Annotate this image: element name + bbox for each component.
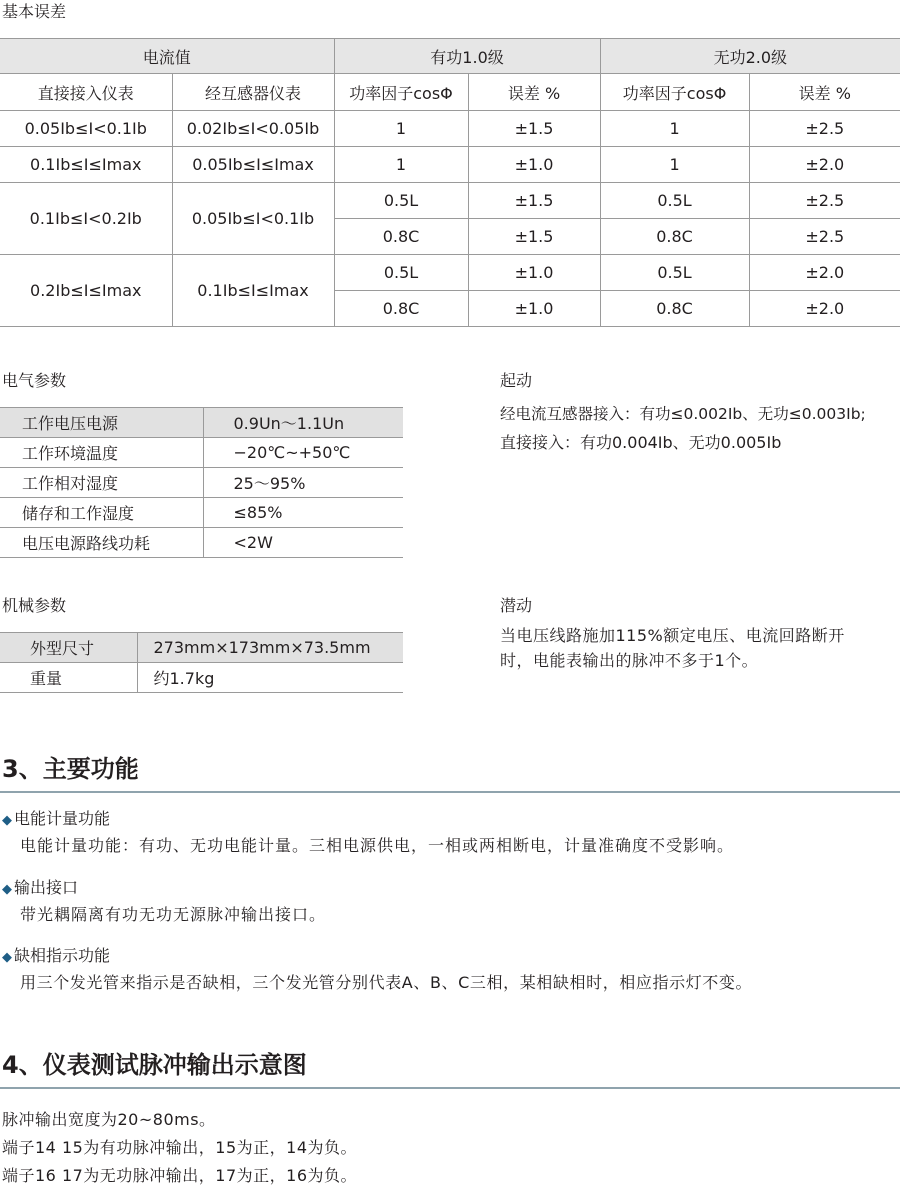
feature-heading: [2, 946, 110, 968]
error-reactive-header: 误差 %: [749, 74, 900, 111]
reactive-class-header: 无功2.0级: [600, 39, 900, 74]
param-value: −20℃~+50℃: [203, 438, 403, 468]
pulse-line: 端子14 15为有功脉冲输出，15为正，14为负。: [2, 1138, 358, 1157]
error-reactive: ±2.5: [749, 183, 900, 219]
section-3-title: 3、主要功能: [2, 755, 139, 783]
param-row: [0, 498, 403, 528]
direct-meter-header: 直接接入仪表: [0, 74, 172, 111]
electrical-params-title: 电气参数: [2, 371, 67, 390]
startup-line-2: 直接接入：有功0.004Ib、无功0.005Ib: [500, 433, 782, 452]
feature-heading-text: 电能计量功能: [14, 809, 111, 828]
startup-line-1: 经电流互感器接入：有功≤0.002Ib、无功≤0.003Ib;: [500, 405, 866, 423]
transformer-range: 0.05Ib≤I<0.1Ib: [172, 183, 334, 255]
diamond-bullet-icon: ◆: [2, 950, 12, 965]
param-key: 电压电源路线功耗: [0, 528, 203, 558]
table-row: [0, 183, 900, 219]
feature-body: 用三个发光管来指示是否缺相，三个发光管分别代表A、B、C三相，某相缺相时，相应指示灯不变。: [20, 973, 753, 992]
transformer-meter-header: 经互感器仪表: [172, 74, 334, 111]
error-reactive: ±2.0: [749, 291, 900, 327]
param-key: 工作相对湿度: [0, 468, 203, 498]
error-reactive: ±2.0: [749, 147, 900, 183]
mechanical-params-table: [0, 632, 403, 693]
transformer-range: 0.1Ib≤I≤Imax: [172, 255, 334, 327]
pf-reactive-header: 功率因子cosΦ: [600, 74, 749, 111]
feature-body: 电能计量功能：有功、无功电能计量。三相电源供电，一相或两相断电，计量准确度不受影响。: [20, 836, 735, 855]
pf-reactive: 1: [600, 111, 749, 147]
error-active: ±1.0: [468, 147, 600, 183]
pf-active: 0.5L: [334, 255, 468, 291]
table-row: [0, 111, 900, 147]
section-3-divider: [0, 791, 900, 793]
param-row: [0, 633, 403, 663]
mechanical-params-title: 机械参数: [2, 596, 67, 615]
creep-title: 潜动: [500, 596, 533, 615]
table-row: [0, 147, 900, 183]
param-row: [0, 438, 403, 468]
feature-heading: [2, 878, 78, 900]
error-active: ±1.5: [468, 111, 600, 147]
error-reactive: ±2.0: [749, 255, 900, 291]
param-value: 0.9Un～1.1Un: [203, 408, 403, 438]
pf-active: 0.8C: [334, 291, 468, 327]
param-row: [0, 528, 403, 558]
param-row: [0, 468, 403, 498]
param-key: 重量: [0, 663, 137, 693]
transformer-range: 0.02Ib≤I<0.05Ib: [172, 111, 334, 147]
error-active-header: 误差 %: [468, 74, 600, 111]
pf-active: 0.5L: [334, 183, 468, 219]
error-reactive: ±2.5: [749, 111, 900, 147]
error-active: ±1.5: [468, 183, 600, 219]
electrical-params-table: [0, 407, 403, 558]
feature-body: 带光耦隔离有功无功无源脉冲输出接口。: [20, 905, 327, 924]
creep-line-2: 时，电能表输出的脉冲不多于1个。: [500, 651, 759, 670]
active-class-header: 有功1.0级: [334, 39, 600, 74]
current-value-header: 电流值: [0, 39, 334, 74]
feature-heading-text: 缺相指示功能: [14, 946, 111, 965]
pulse-line: 端子16 17为无功脉冲输出，17为正，16为负。: [2, 1166, 358, 1185]
direct-range: 0.2Ib≤I≤Imax: [0, 255, 172, 327]
feature-heading: [2, 809, 110, 831]
param-value: 273mm×173mm×73.5mm: [137, 633, 403, 663]
section-4-divider: [0, 1087, 900, 1089]
param-row: [0, 408, 403, 438]
pf-active: 0.8C: [334, 219, 468, 255]
pf-reactive: 0.8C: [600, 291, 749, 327]
error-active: ±1.0: [468, 255, 600, 291]
param-value: <2W: [203, 528, 403, 558]
param-key: 工作电压电源: [0, 408, 203, 438]
basic-error-title: 基本误差: [2, 2, 67, 21]
param-key: 储存和工作湿度: [0, 498, 203, 528]
pf-active: 1: [334, 111, 468, 147]
pf-active: 1: [334, 147, 468, 183]
pf-reactive: 0.5L: [600, 183, 749, 219]
direct-range: 0.1Ib≤I<0.2Ib: [0, 183, 172, 255]
transformer-range: 0.05Ib≤I≤Imax: [172, 147, 334, 183]
pulse-line: 脉冲输出宽度为20~80ms。: [2, 1110, 216, 1129]
param-value: 25～95%: [203, 468, 403, 498]
table-row: [0, 255, 900, 291]
direct-range: 0.1Ib≤I≤Imax: [0, 147, 172, 183]
error-active: ±1.0: [468, 291, 600, 327]
pf-reactive: 0.8C: [600, 219, 749, 255]
error-reactive: ±2.5: [749, 219, 900, 255]
startup-title: 起动: [500, 371, 533, 390]
param-row: [0, 663, 403, 693]
feature-heading-text: 输出接口: [14, 878, 79, 897]
section-4-title: 4、仪表测试脉冲输出示意图: [2, 1051, 307, 1079]
param-value: ≤85%: [203, 498, 403, 528]
pf-reactive: 0.5L: [600, 255, 749, 291]
pf-active-header: 功率因子cosΦ: [334, 74, 468, 111]
pf-reactive: 1: [600, 147, 749, 183]
creep-line-1: 当电压线路施加115%额定电压、电流回路断开: [500, 626, 845, 645]
param-key: 外型尺寸: [0, 633, 137, 663]
param-key: 工作环境温度: [0, 438, 203, 468]
diamond-bullet-icon: ◆: [2, 882, 12, 897]
diamond-bullet-icon: ◆: [2, 813, 12, 828]
direct-range: 0.05Ib≤I<0.1Ib: [0, 111, 172, 147]
param-value: 约1.7kg: [137, 663, 403, 693]
error-active: ±1.5: [468, 219, 600, 255]
basic-error-table: [0, 38, 900, 327]
